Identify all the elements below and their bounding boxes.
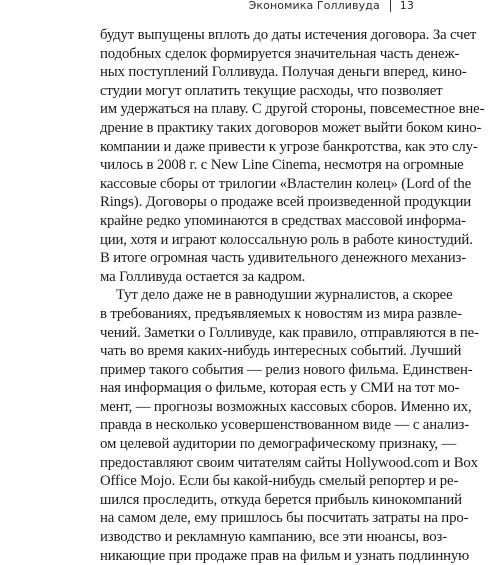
text-line: ма Голливуда остается за кадром.: [100, 268, 306, 285]
text-line: чилось в 2008 г. с New Line Cinema, несмотря на огромные: [100, 157, 464, 174]
text-line: Office Mojo. Если бы какой-нибудь смелый репортер и ре-: [100, 473, 459, 490]
text-line: им удержаться на плаву. С другой стороны, повсеместное вне-: [100, 101, 485, 118]
running-title: Экономика Голливуда: [248, 0, 380, 12]
text-line: В итоге огромная часть удивительного денежного механиз-: [100, 250, 467, 267]
header-divider: [390, 0, 391, 12]
text-line: в требованиях, предъявляемых к новостям из мира развле-: [100, 305, 462, 322]
text-line: ции, хотя и играют колоссальную роль в работе киностудий.: [100, 231, 473, 248]
text-line: дрение в практику таких договоров может выйти боком кино-: [100, 119, 482, 136]
text-line: кассовые сборы от трилогии «Властелин колец» (Lord of the: [100, 175, 471, 192]
text-line: предоставляют своим читателям сайты Hollywood.com и Box: [100, 454, 478, 471]
text-line: Rings). Договоры о продаже всей произведенной продукции: [100, 194, 471, 211]
text-line: компании и даже привести к угрозе банкротства, как это слу-: [100, 138, 478, 155]
text-line: будут выпущены вплоть до даты истечения договора. За счет: [100, 27, 477, 43]
text-line: никающие при продаже прав на фильм и узнать подлинную: [100, 547, 470, 564]
page-number: 13: [399, 0, 414, 12]
text-line: крайне редко упоминаются в средствах массовой информа-: [100, 212, 466, 229]
text-line: Тут дело даже не в равнодушии журналистов, а скорее: [116, 287, 453, 304]
text-line: на самом деле, ему пришлось бы посчитать затраты на про-: [100, 510, 469, 527]
text-line: подобных сделок формируется значительная часть денеж-: [100, 45, 460, 62]
running-head: [249, 0, 414, 12]
text-line: чений. Заметки о Голливуде, как правило, отправляются в пе-: [100, 324, 479, 341]
text-line: шился проследить, откуда берется прибыль кинокомпаний: [100, 491, 462, 508]
text-line: чать во время каких-нибудь интересных событий. Лучший: [100, 343, 462, 360]
text-line: ом целевой аудитории по демографическому признаку, —: [100, 436, 457, 453]
text-line: правда в несколько усовершенствованном виде — с анализ-: [100, 417, 469, 434]
text-line: мент, — прогнозы возможных кассовых сборов. Именно их,: [100, 398, 472, 415]
body-text: [100, 26, 485, 565]
text-line: ных поступлений Голливуда. Получая деньги вперед, кино-: [100, 64, 467, 81]
text-line: студии могут оплатить текущие расходы, что позволяет: [100, 82, 443, 99]
text-line: изводство и рекламную кампанию, все эти нюансы, воз-: [100, 529, 447, 546]
text-line: ная информация о фильме, которая есть у СМИ на тот мо-: [100, 380, 460, 397]
text-line: пример такого события — релиз нового фильма. Единствен-: [100, 361, 473, 378]
